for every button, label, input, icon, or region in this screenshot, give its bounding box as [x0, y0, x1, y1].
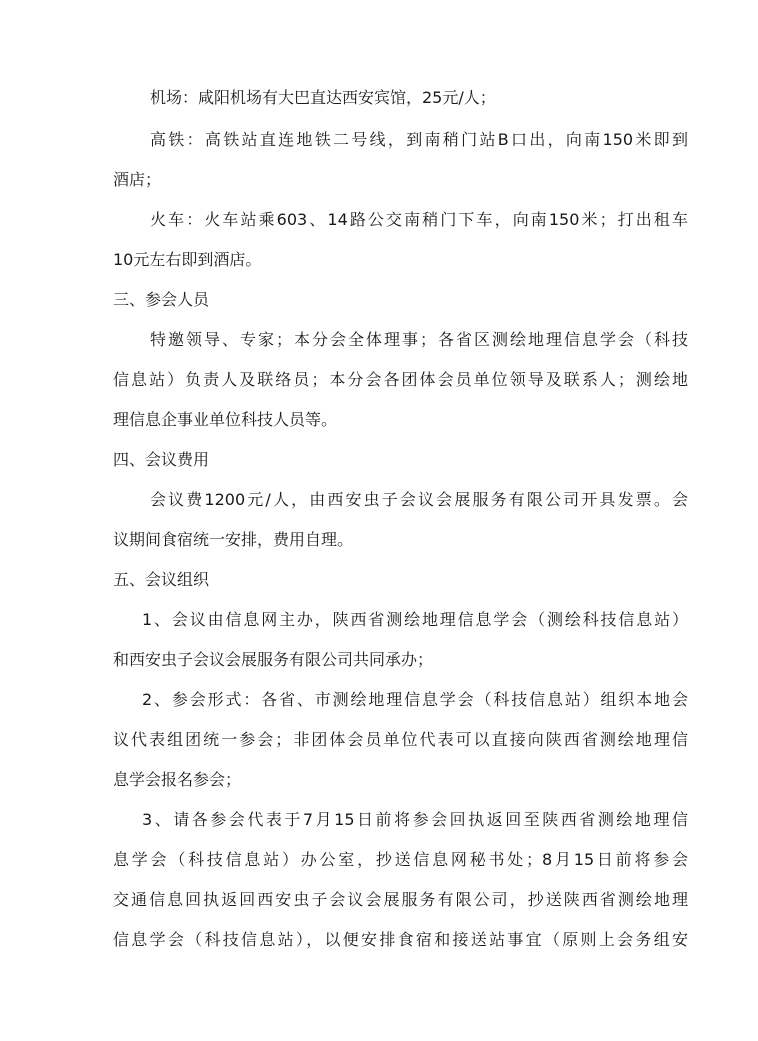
section-4-line-1: [0, 487, 758, 513]
item-2-text-1: 2、参会形式：各省、市测绘地理信息学会（科技信息站）组织本地会: [142, 690, 688, 709]
section-5-item-2-line-1: [0, 687, 758, 713]
section-4-heading: [0, 447, 758, 473]
text-line-train-1: [0, 207, 758, 233]
section-4-text-2: 议期间食宿统一安排，费用自理。: [113, 530, 354, 549]
section-3-heading: [0, 287, 758, 313]
section-5-item-3-line-1: [0, 807, 758, 833]
section-5-item-1-line-1: [0, 607, 758, 633]
section-3-line-1: [0, 327, 758, 353]
section-5-item-2-line-2: [0, 727, 758, 753]
train-text-1: 火车：火车站乘603、14路公交南稍门下车，向南150米；打出租车: [150, 210, 688, 229]
section-5-item-2-line-3: [0, 767, 758, 793]
section-3-heading-text: 三、参会人员: [113, 290, 210, 309]
hsr-text-1: 高铁：高铁站直连地铁二号线，到南稍门站B口出，向南150米即到: [150, 130, 688, 149]
item-2-text-3: 息学会报名参会；: [113, 770, 242, 789]
text-line-hsr-1: [0, 127, 758, 153]
item-1-text-1: 1、会议由信息网主办，陕西省测绘地理信息学会（测绘科技信息站）: [142, 610, 688, 629]
section-5-heading-text: 五、会议组织: [113, 570, 210, 589]
item-3-text-2: 息学会（科技信息站）办公室，抄送信息网秘书处；8月15日前将参会: [113, 850, 688, 869]
section-3-text-1: 特邀领导、专家；本分会全体理事；各省区测绘地理信息学会（科技: [150, 330, 688, 349]
text-line-airport: [0, 85, 758, 111]
item-3-text-3: 交通信息回执返回西安虫子会议会展服务有限公司，抄送陕西省测绘地理: [113, 890, 688, 909]
item-1-text-2: 和西安虫子会议会展服务有限公司共同承办；: [113, 650, 434, 669]
text-line-hsr-2: [0, 167, 758, 193]
section-5-item-3-line-2: [0, 847, 758, 873]
airport-text: 机场：咸阳机场有大巴直达西安宾馆，25元/人；: [150, 88, 496, 107]
section-4-line-2: [0, 527, 758, 553]
section-3-text-2: 信息站）负责人及联络员；本分会各团体会员单位领导及联系人；测绘地: [113, 370, 688, 389]
train-text-2: 10元左右即到酒店。: [113, 250, 262, 269]
item-3-text-4: 信息学会（科技信息站），以便安排食宿和接送站事宜（原则上会务组安: [113, 930, 688, 949]
item-3-text-1: 3、请各参会代表于7月15日前将参会回执返回至陕西省测绘地理信: [142, 810, 688, 829]
section-4-text-1: 会议费1200元/人，由西安虫子会议会展服务有限公司开具发票。会: [150, 490, 688, 509]
section-3-text-3: 理信息企事业单位科技人员等。: [113, 410, 338, 429]
section-5-heading: [0, 567, 758, 593]
hsr-text-2: 酒店；: [113, 170, 162, 189]
section-5-item-3-line-4: [0, 927, 758, 953]
section-4-heading-text: 四、会议费用: [113, 450, 210, 469]
section-3-line-2: [0, 367, 758, 393]
section-5-item-3-line-3: [0, 887, 758, 913]
text-line-train-2: [0, 247, 758, 273]
section-5-item-1-line-2: [0, 647, 758, 673]
item-2-text-2: 议代表组团统一参会；非团体会员单位代表可以直接向陕西省测绘地理信: [113, 730, 688, 749]
section-3-line-3: [0, 407, 758, 433]
